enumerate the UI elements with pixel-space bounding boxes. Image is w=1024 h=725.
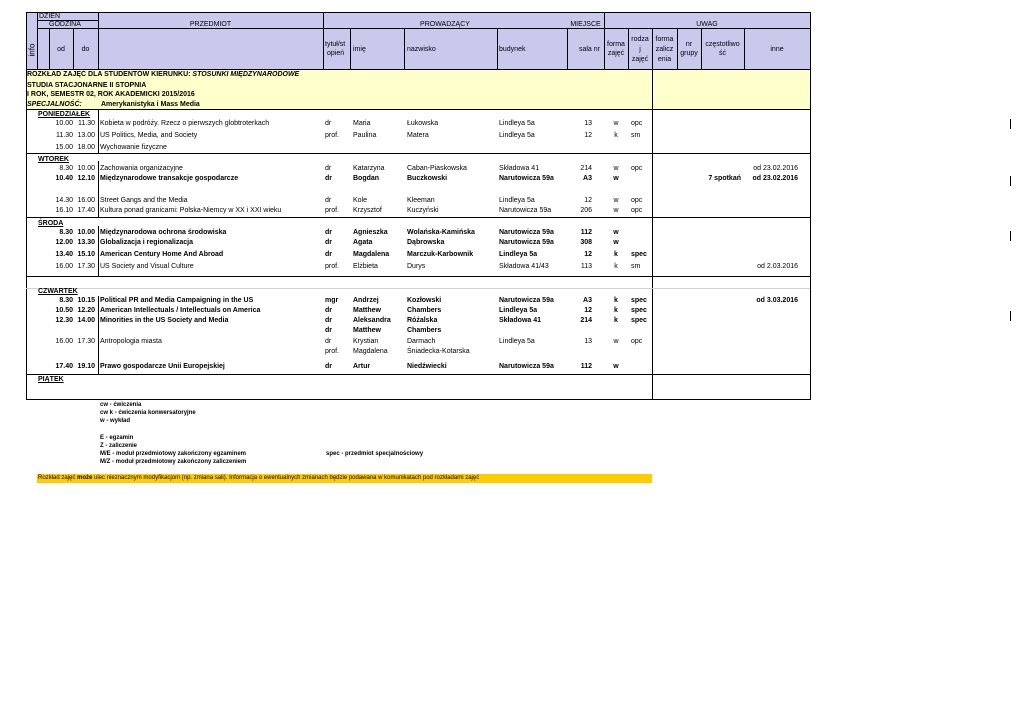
cell-od: 15.00 [55,144,73,151]
cell-imie: Magdalena [353,251,390,258]
cell-forma: w [613,239,619,246]
header-uwag: UWAG [696,21,718,28]
legend-spec: spec - przedmiot specjalnościowy [326,451,424,457]
cell-imie: Krzysztof [353,207,382,214]
cell-sala: 214 [580,317,592,324]
title-line-2: STUDIA STACJONARNE II STOPNIA [27,82,147,89]
header-inne: inne [770,46,784,53]
cell-tytul: prof. [325,263,340,270]
day-tuesday: WTOREK [38,156,69,163]
cell-rodzaj: opc [631,207,643,214]
cell-nazwisko: Caban-Piaskowska [407,165,467,172]
specialty-value: Amerykanistyka i Mass Media [101,101,200,108]
cell-rodzaj: spec [631,251,647,258]
cell-sala: 13 [584,120,592,127]
cell-przedmiot: Antropologia miasta [100,338,162,345]
cell-forma: k [614,251,618,258]
cell-sala: 12 [584,132,592,139]
header-forma-zajec-2: zajęć [607,50,625,57]
cell-imie: Artur [353,363,371,370]
cell-przedmiot: Minorities in the US Society and Media [100,317,229,324]
cell-budynek: Narutowicza 59a [499,239,554,246]
header-godzina: GODZINA [49,21,81,28]
cell-forma: k [614,307,618,314]
cell-sala: 12 [584,307,592,314]
header-prowadzacy: PROWADZĄCY [420,21,470,28]
cell-do: 17.30 [77,263,95,270]
cell-forma: w [613,207,619,214]
cell-przedmiot: Międzynarodowa ochrona środowiska [100,229,227,236]
cell-do: 19.10 [77,363,95,370]
header-przedmiot: PRZEDMIOT [189,21,232,28]
legend-cw: cw - ćwiczenia [100,402,142,408]
cell-tytul: dr [325,327,332,334]
cell-imie: Kole [353,197,368,204]
day-wednesday: ŚRODA [38,220,64,227]
cell-nazwisko: Wolańska-Kamińska [407,229,475,236]
cell-rodzaj: spec [631,317,647,324]
cell-przedmiot: Kobieta w podróży. Rzecz o pierwszych globtroterkach [100,120,270,127]
cell-nazwisko: Śniadecka-Kotarska [407,348,470,355]
cell-rodzaj: opc [631,197,643,204]
cell-przedmiot: American Intellectuals / Intellectuals on America [100,307,261,314]
cell-tytul: dr [325,317,332,324]
header-forma-zal-1: forma [655,36,674,43]
cell-tytul: dr [325,363,332,370]
cell-forma: w [613,363,619,370]
cell-forma: w [613,338,619,345]
cell-do: 10.00 [77,165,95,172]
legend-w: w - wykład [100,418,131,424]
cell-przedmiot: Street Gangs and the Media [100,197,188,204]
cell-od: 12.00 [55,239,73,246]
cell-rodzaj: spec [631,307,647,314]
cell-do: 13.00 [77,132,95,139]
cell-tytul: dr [325,165,332,172]
cell-do: 10.00 [77,229,95,236]
cell-do: 18.00 [77,144,95,151]
title-line-3: I ROK, SEMESTR 02, ROK AKADEMICKI 2015/2016 [27,91,195,98]
cell-rodzaj: spec [631,297,647,304]
cell-nazwisko: Buczkowski [407,175,448,182]
cell-sala: 308 [580,239,592,246]
cell-tytul: dr [325,307,332,314]
cell-inne: od 3.03.2016 [756,297,798,304]
cell-sala: 12 [584,251,592,258]
header-tytul-2: opień [327,50,345,57]
cell-do: 10.15 [77,297,95,304]
cell-przedmiot: Zachowania organizacyjne [100,165,183,172]
cell-budynek: Lindleya 5a [499,120,535,127]
legend-mz: M/Z - moduł przedmiotowy zakończony zaliczeniem [100,459,247,465]
notice-text: Rozkład zajęć może ulec nieznacznym modyfikacjom (np. zmiana sali). Informacja o ewentualnych zmianach będzie podawana w komunikatach pod rozkładami zajęć [38,475,480,481]
header-rodzaj-1: rodza [631,36,649,43]
cell-tytul: dr [325,175,332,182]
cell-inne: od 2.03.2016 [757,263,798,270]
cell-tytul: dr [325,338,332,345]
cell-forma: w [613,197,619,204]
header-nazwisko: nazwisko [407,46,436,53]
cell-inne: od 23.02.2016 [752,175,798,182]
cell-tytul: dr [325,229,332,236]
cell-od: 8.30 [59,229,73,236]
cell-sala: 112 [580,363,592,370]
header-od: od [57,46,65,53]
cell-tytul: dr [325,239,332,246]
cell-do: 13.30 [77,239,95,246]
cell-od: 10.40 [55,175,73,182]
cell-sala: A3 [583,297,592,304]
cell-imie: Aleksandra [353,317,391,324]
cell-nazwisko: Darmach [407,338,436,345]
cell-do: 12.20 [77,307,95,314]
cell-budynek: Narutowicza 59a [499,297,554,304]
cell-do: 12.10 [77,175,95,182]
legend-cwk: cw k - ćwiczenia konwersatoryjne [100,410,196,416]
day-friday: PIĄTEK [38,376,64,383]
cell-nazwisko: Kozłowski [407,297,442,304]
header-tytul-1: tytuł/st [325,41,346,48]
cell-przedmiot: American Century Home And Abroad [100,251,224,258]
cell-rodzaj: opc [631,338,643,345]
cell-forma: k [614,317,618,324]
cell-od: 11.30 [56,132,73,139]
cell-do: 11.30 [78,120,95,127]
header-rodzaj-3: zajęć [631,56,649,63]
cell-do: 16.00 [77,197,95,204]
cell-budynek: Składowa 41/43 [499,263,549,270]
cell-imie: Matthew [353,327,381,334]
cell-od: 10.50 [55,307,73,314]
cell-sala: 112 [580,229,592,236]
header-miejsce: MIEJSCE [570,21,601,28]
cell-forma: w [613,120,619,127]
cell-imie: Maria [353,120,371,127]
cell-forma: k [614,132,618,139]
legend-me: M/E - moduł przedmiotowy zakończony egzaminem [100,451,247,457]
cell-imie: Paulina [353,132,377,139]
cell-przedmiot: Prawo gospodarcze Unii Europejskiej [100,363,225,370]
cell-sala: 13 [584,338,592,345]
cell-nazwisko: Chambers [407,307,442,314]
header-info: info [27,43,37,57]
cell-forma: w [613,175,619,182]
cell-budynek: Lindleya 5a [499,307,538,314]
cell-do: 15.10 [77,251,95,258]
cell-od: 14.30 [55,197,73,204]
cell-imie: Krystian [353,338,379,345]
cell-do: 14.00 [77,317,95,324]
cell-nazwisko: Durys [407,263,426,270]
header-do: do [81,46,90,53]
cell-imie: Elżbieta [353,263,378,270]
cell-forma: w [613,165,619,172]
cell-rodzaj: opc [631,120,643,127]
header-forma-zajec-1: forma [607,41,625,48]
cell-rodzaj: sm [631,132,641,139]
day-thursday: CZWARTEK [38,288,78,295]
header-imie: imię [353,46,366,53]
header-dzien: DZIEN [39,13,60,20]
header-sala: sala nr [578,46,600,53]
cell-budynek: Lindleya 5a [499,132,535,139]
cell-przedmiot: Wychowanie fizyczne [100,144,167,151]
cell-budynek: Narutowicza 59a [499,229,554,236]
legend-z: Z - zaliczenie [100,443,138,449]
cell-rodzaj: sm [631,263,641,270]
cell-od: 16.00 [55,338,73,345]
cell-sala: 12 [584,197,592,204]
cell-przedmiot: Międzynarodowe transakcje gospodarcze [100,175,239,182]
header-nr-grupy-2: grupy [680,50,698,57]
specialty-label: SPECJALNOŚĆ: [27,101,82,108]
cell-budynek: Narutowicza 59a [499,207,552,214]
cell-sala: A3 [583,175,592,182]
cell-nazwisko: Kleeman [407,197,435,204]
header-czestotliwosc-1: częstotliwo [705,41,740,48]
cell-tytul: mgr [325,297,339,304]
cell-nazwisko: Dąbrowska [407,239,445,246]
cell-przedmiot: US Society and Visual Culture [100,263,194,270]
cell-budynek: Składowa 41 [499,317,542,324]
cell-imie: Agata [353,239,373,246]
cell-nazwisko: Kuczyński [407,207,439,214]
header-czestotliwosc-2: ść [719,50,726,57]
cell-od: 16.00 [55,263,73,270]
cell-budynek: Składowa 41 [499,165,540,172]
cell-od: 8.30 [59,297,73,304]
cell-tytul: dr [325,120,332,127]
cell-od: 10.00 [55,120,73,127]
title-line-1: ROZKŁAD ZAJĘĆ DLA STUDENTÓW KIERUNKU: STOSUNKI MIĘDZYNARODOWE [27,71,300,78]
cell-od: 13.40 [55,251,73,258]
cell-przedmiot: Political PR and Media Campaigning in the US [100,297,254,304]
cell-od: 8.30 [59,165,73,172]
cell-czest: 7 spotkań [708,175,741,182]
cell-sala: 206 [580,207,592,214]
header-rodzaj-2: j [639,46,641,53]
cell-nazwisko: Łukowska [407,120,439,127]
cell-od: 17.40 [55,363,73,370]
cell-przedmiot: Globalizacja i regionalizacja [100,239,193,246]
cell-do: 17.30 [77,338,95,345]
cell-nazwisko: Różalska [407,317,438,324]
cell-inne: od 23.02.2016 [753,165,798,172]
cell-przedmiot: Kultura ponad granicami: Polska-Niemcy w XX i XXI wieku [100,207,282,214]
cell-tytul: dr [325,251,332,258]
cell-nazwisko: Chambers [407,327,442,334]
header-nr-grupy-1: nr [685,41,693,48]
cell-nazwisko: Marczuk-Karbownik [407,251,474,258]
cell-od: 12.30 [55,317,73,324]
cell-imie: Andrzej [353,297,379,304]
cell-tytul: prof. [325,207,340,214]
cell-od: 16.10 [55,207,73,214]
cell-tytul: prof. [325,132,340,139]
cell-budynek: Narutowicza 59a [499,363,554,370]
header-forma-zal-2: zalicz [655,46,674,53]
header-forma-zal-3: enia [657,56,672,63]
cell-przedmiot: US Politics, Media, and Society [100,132,198,139]
cell-budynek: Lindleya 5a [499,251,538,258]
cell-do: 17.40 [77,207,95,214]
cell-nazwisko: Niedźwiecki [407,363,447,370]
cell-imie: Agnieszka [353,229,388,236]
cell-rodzaj: opc [631,165,643,172]
cell-imie: Magdalena [353,348,388,355]
cell-sala: 214 [580,165,592,172]
legend-e: E - egzamin [100,435,134,441]
cell-sala: 113 [580,263,592,270]
cell-tytul: prof. [325,348,340,355]
cell-imie: Katarzyna [353,165,385,172]
day-monday: PONIEDZIAŁEK [38,111,91,118]
cell-forma: w [613,229,619,236]
cell-forma: k [614,263,618,270]
cell-imie: Matthew [353,307,381,314]
cell-budynek: Lindleya 5a [499,197,535,204]
cell-nazwisko: Matera [407,132,429,139]
cell-budynek: Lindleya 5a [499,338,535,345]
cell-budynek: Narutowicza 59a [499,175,554,182]
header-budynek: budynek [499,46,526,53]
cell-tytul: dr [325,197,332,204]
cell-forma: k [614,297,618,304]
cell-imie: Bogdan [353,175,380,182]
